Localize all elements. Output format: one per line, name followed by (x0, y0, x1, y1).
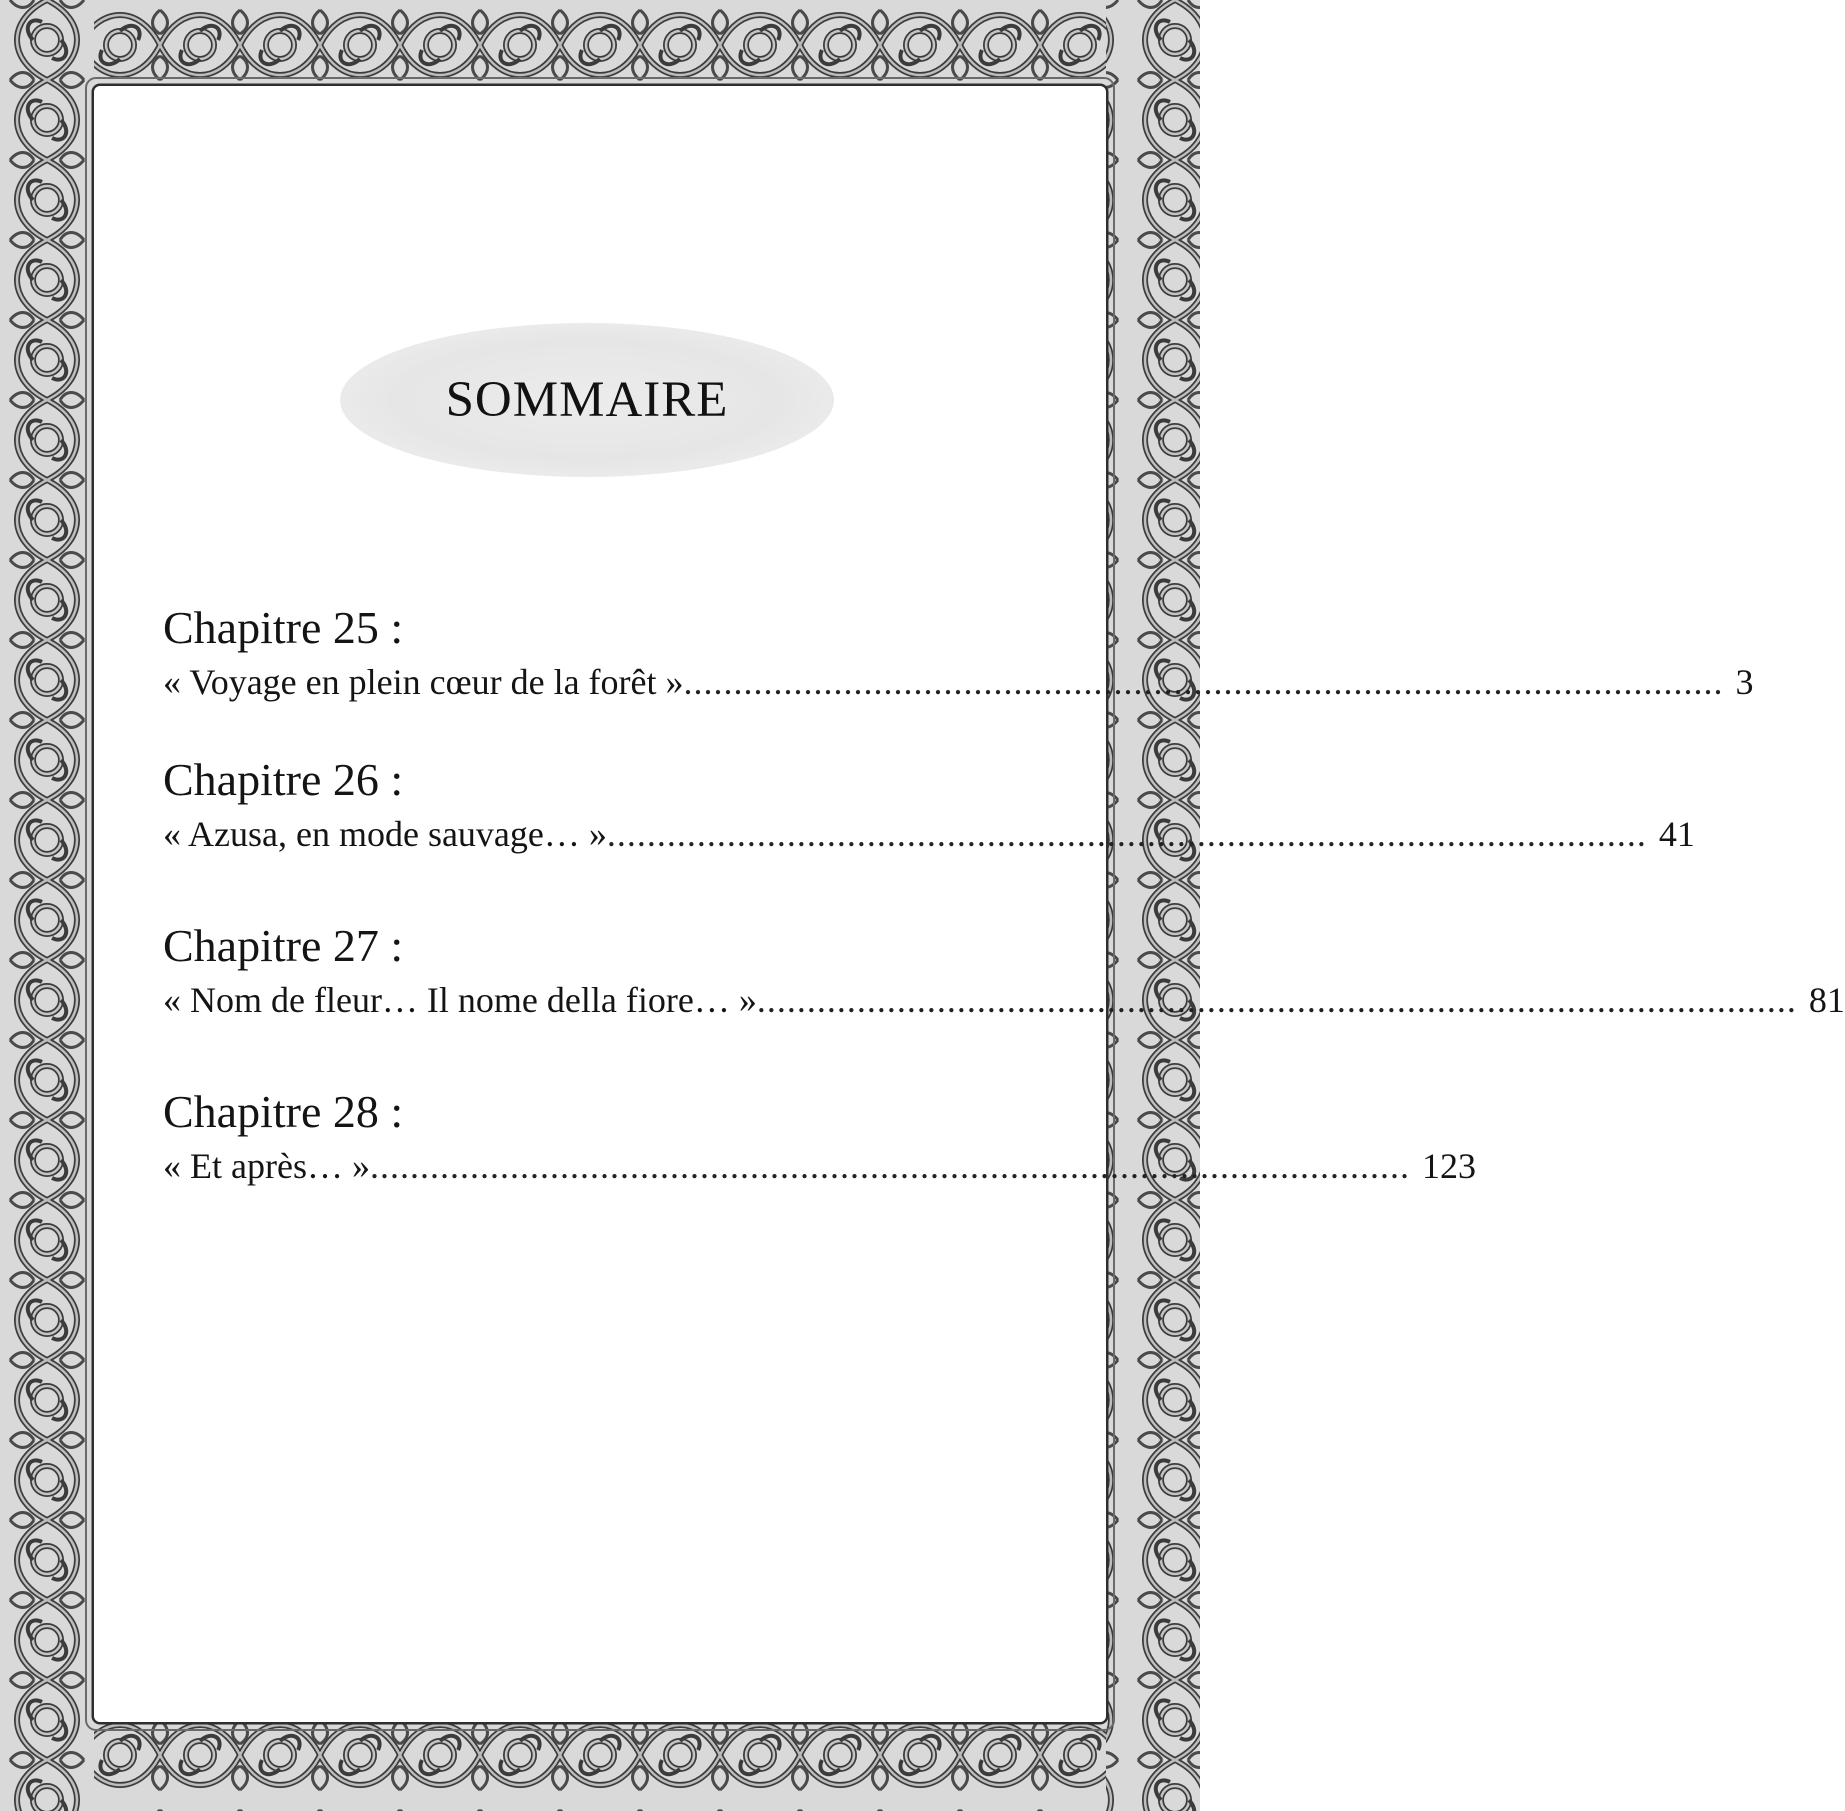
dot-leader: ........................................................................................................ (683, 662, 1724, 702)
chapter-label: Chapitre 27 : (163, 920, 404, 971)
chapter-line (163, 976, 1845, 1024)
toc-entry-chapter-27 (163, 916, 1845, 1024)
page-number: 41 (1658, 814, 1695, 854)
chapter-title: « Voyage en plein cœur de la forêt » (163, 662, 684, 702)
toc-entry-chapter-26 (163, 750, 1695, 858)
dot-leader: ........................................................................................................ (606, 814, 1647, 854)
chapter-title: « Azusa, en mode sauvage… » (163, 814, 607, 854)
page-number: 3 (1735, 662, 1754, 702)
chapter-label: Chapitre 28 : (163, 1086, 404, 1137)
page-number: 81 (1808, 980, 1845, 1020)
dot-leader: ........................................................................................................ (369, 1146, 1410, 1186)
chapter-line (163, 1142, 1476, 1190)
chapter-label: Chapitre 25 : (163, 602, 404, 653)
page-title: SOMMAIRE (445, 372, 729, 428)
toc-entry-chapter-28 (163, 1082, 1476, 1190)
toc-entry-chapter-25 (163, 598, 1754, 706)
dot-leader: ........................................................................................................ (756, 980, 1797, 1020)
chapter-label: Chapitre 26 : (163, 754, 404, 805)
chapter-title: « Et après… » (163, 1146, 370, 1186)
page-number: 123 (1421, 1146, 1476, 1186)
chapter-line (163, 810, 1695, 858)
chapter-line (163, 658, 1754, 706)
chapter-title: « Nom de fleur… Il nome della fiore… » (163, 980, 757, 1020)
